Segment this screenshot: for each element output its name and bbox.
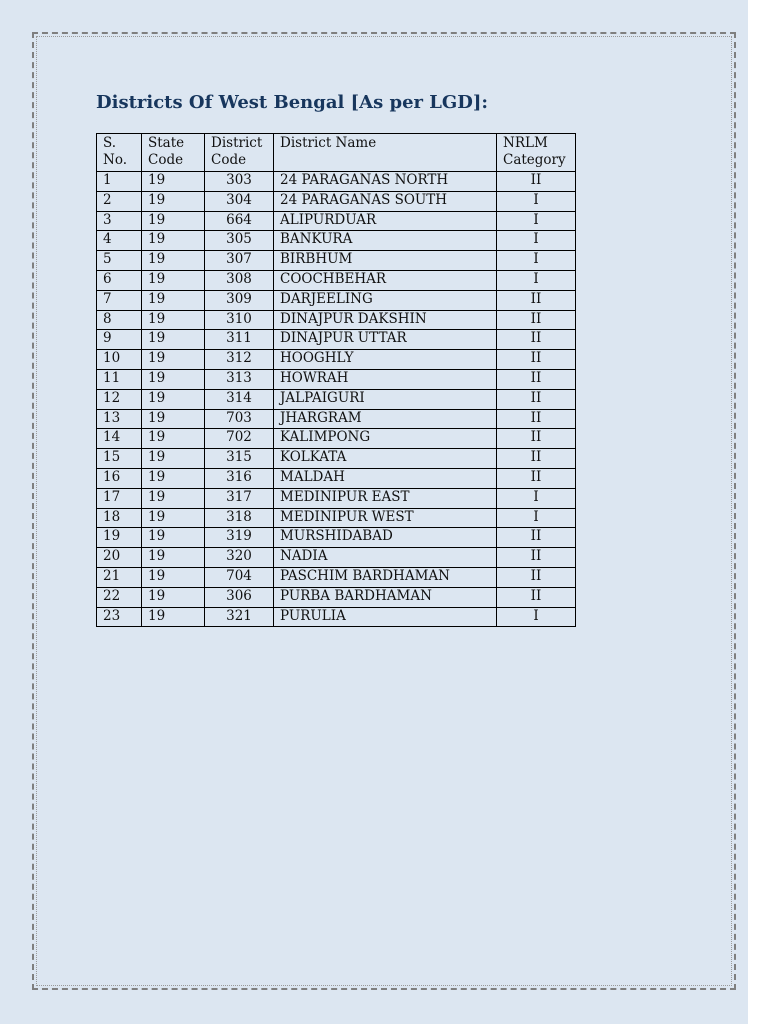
cell-nrlm-category: I	[497, 508, 576, 528]
header-district-code-line-2: Code	[211, 152, 247, 168]
cell-sno: 14	[97, 429, 142, 449]
cell-nrlm-category: I	[497, 231, 576, 251]
cell-district-name: DINAJPUR DAKSHIN	[274, 310, 497, 330]
table-row	[97, 310, 576, 330]
cell-sno: 7	[97, 290, 142, 310]
header-nrlm-category	[497, 134, 576, 172]
header-sno	[97, 134, 142, 172]
cell-state-code: 19	[142, 350, 205, 370]
cell-state-code: 19	[142, 310, 205, 330]
table-row	[97, 251, 576, 271]
cell-district-name: PURULIA	[274, 607, 497, 627]
cell-district-code: 308	[205, 270, 274, 290]
cell-state-code: 19	[142, 231, 205, 251]
cell-district-code: 318	[205, 508, 274, 528]
header-nrlm-category-line-2: Category	[503, 152, 566, 168]
cell-nrlm-category: I	[497, 607, 576, 627]
cell-sno: 23	[97, 607, 142, 627]
cell-state-code: 19	[142, 270, 205, 290]
cell-district-name: MALDAH	[274, 468, 497, 488]
cell-nrlm-category: II	[497, 350, 576, 370]
cell-nrlm-category: II	[497, 449, 576, 469]
cell-nrlm-category: I	[497, 270, 576, 290]
cell-state-code: 19	[142, 468, 205, 488]
cell-nrlm-category: II	[497, 290, 576, 310]
cell-state-code: 19	[142, 251, 205, 271]
cell-district-code: 316	[205, 468, 274, 488]
cell-state-code: 19	[142, 389, 205, 409]
cell-district-name: HOWRAH	[274, 369, 497, 389]
cell-state-code: 19	[142, 548, 205, 568]
cell-state-code: 19	[142, 508, 205, 528]
cell-district-code: 321	[205, 607, 274, 627]
cell-sno: 2	[97, 191, 142, 211]
cell-nrlm-category: II	[497, 587, 576, 607]
cell-sno: 17	[97, 488, 142, 508]
cell-district-name: KOLKATA	[274, 449, 497, 469]
cell-state-code: 19	[142, 191, 205, 211]
table-row	[97, 587, 576, 607]
cell-district-code: 310	[205, 310, 274, 330]
cell-nrlm-category: I	[497, 211, 576, 231]
cell-district-code: 312	[205, 350, 274, 370]
cell-district-code: 311	[205, 330, 274, 350]
cell-sno: 15	[97, 449, 142, 469]
header-sno-line-2: No.	[103, 152, 127, 168]
cell-sno: 19	[97, 528, 142, 548]
cell-district-name: PURBA BARDHAMAN	[274, 587, 497, 607]
table-row	[97, 607, 576, 627]
cell-district-code: 313	[205, 369, 274, 389]
cell-district-code: 664	[205, 211, 274, 231]
cell-sno: 9	[97, 330, 142, 350]
table-row	[97, 172, 576, 192]
cell-district-code: 303	[205, 172, 274, 192]
cell-district-name: JHARGRAM	[274, 409, 497, 429]
cell-state-code: 19	[142, 528, 205, 548]
cell-nrlm-category: II	[497, 310, 576, 330]
cell-state-code: 19	[142, 369, 205, 389]
cell-district-code: 307	[205, 251, 274, 271]
cell-district-name: DARJEELING	[274, 290, 497, 310]
cell-sno: 3	[97, 211, 142, 231]
cell-state-code: 19	[142, 607, 205, 627]
table-row	[97, 409, 576, 429]
cell-sno: 13	[97, 409, 142, 429]
header-district-code	[205, 134, 274, 172]
cell-sno: 4	[97, 231, 142, 251]
cell-nrlm-category: II	[497, 369, 576, 389]
table-row	[97, 369, 576, 389]
cell-state-code: 19	[142, 290, 205, 310]
cell-sno: 21	[97, 567, 142, 587]
table-row	[97, 231, 576, 251]
cell-district-code: 704	[205, 567, 274, 587]
cell-district-code: 305	[205, 231, 274, 251]
cell-sno: 18	[97, 508, 142, 528]
cell-district-code: 320	[205, 548, 274, 568]
cell-nrlm-category: II	[497, 330, 576, 350]
cell-nrlm-category: II	[497, 567, 576, 587]
cell-nrlm-category: I	[497, 191, 576, 211]
table-body	[97, 172, 576, 627]
cell-district-name: BANKURA	[274, 231, 497, 251]
table-row	[97, 429, 576, 449]
cell-sno: 5	[97, 251, 142, 271]
cell-district-code: 702	[205, 429, 274, 449]
table-row	[97, 468, 576, 488]
header-district-name-line-1: District Name	[280, 135, 377, 151]
cell-district-code: 306	[205, 587, 274, 607]
header-sno-line-1: S.	[103, 135, 117, 151]
cell-district-name: MEDINIPUR WEST	[274, 508, 497, 528]
cell-sno: 16	[97, 468, 142, 488]
cell-district-code: 315	[205, 449, 274, 469]
cell-nrlm-category: II	[497, 429, 576, 449]
cell-district-name: 24 PARAGANAS NORTH	[274, 172, 497, 192]
cell-nrlm-category: II	[497, 528, 576, 548]
cell-district-name: PASCHIM BARDHAMAN	[274, 567, 497, 587]
cell-sno: 10	[97, 350, 142, 370]
header-state-code-line-2: Code	[148, 152, 184, 168]
cell-nrlm-category: II	[497, 172, 576, 192]
table-row	[97, 548, 576, 568]
header-state-code-line-1: State	[148, 135, 185, 151]
table-row	[97, 488, 576, 508]
cell-district-name: HOOGHLY	[274, 350, 497, 370]
districts-table	[96, 133, 576, 627]
cell-sno: 22	[97, 587, 142, 607]
table-row	[97, 508, 576, 528]
cell-nrlm-category: II	[497, 548, 576, 568]
cell-state-code: 19	[142, 488, 205, 508]
cell-sno: 1	[97, 172, 142, 192]
cell-state-code: 19	[142, 330, 205, 350]
cell-state-code: 19	[142, 409, 205, 429]
cell-state-code: 19	[142, 211, 205, 231]
cell-district-name: BIRBHUM	[274, 251, 497, 271]
cell-sno: 12	[97, 389, 142, 409]
table-row	[97, 330, 576, 350]
cell-district-code: 317	[205, 488, 274, 508]
cell-district-code: 309	[205, 290, 274, 310]
cell-district-code: 319	[205, 528, 274, 548]
table-row	[97, 449, 576, 469]
cell-sno: 11	[97, 369, 142, 389]
cell-district-name: MEDINIPUR EAST	[274, 488, 497, 508]
table-row	[97, 350, 576, 370]
cell-district-code: 304	[205, 191, 274, 211]
cell-nrlm-category: II	[497, 409, 576, 429]
cell-district-code: 314	[205, 389, 274, 409]
cell-district-name: DINAJPUR UTTAR	[274, 330, 497, 350]
cell-state-code: 19	[142, 429, 205, 449]
cell-district-name: 24 PARAGANAS SOUTH	[274, 191, 497, 211]
cell-district-name: COOCHBEHAR	[274, 270, 497, 290]
cell-sno: 8	[97, 310, 142, 330]
cell-district-name: MURSHIDABAD	[274, 528, 497, 548]
cell-district-name: KALIMPONG	[274, 429, 497, 449]
table-row	[97, 567, 576, 587]
table-row	[97, 290, 576, 310]
page-title: Districts Of West Bengal [As per LGD]:	[96, 92, 489, 113]
header-state-code	[142, 134, 205, 172]
cell-nrlm-category: I	[497, 251, 576, 271]
header-district-code-line-1: District	[211, 135, 263, 151]
cell-sno: 20	[97, 548, 142, 568]
table-row	[97, 270, 576, 290]
header-nrlm-category-line-1: NRLM	[503, 135, 548, 151]
cell-state-code: 19	[142, 172, 205, 192]
cell-district-code: 703	[205, 409, 274, 429]
cell-nrlm-category: I	[497, 488, 576, 508]
cell-district-name: NADIA	[274, 548, 497, 568]
cell-state-code: 19	[142, 567, 205, 587]
cell-sno: 6	[97, 270, 142, 290]
cell-district-name: JALPAIGURI	[274, 389, 497, 409]
cell-nrlm-category: II	[497, 468, 576, 488]
table-row	[97, 528, 576, 548]
cell-state-code: 19	[142, 449, 205, 469]
table-header-row	[97, 134, 576, 172]
table-row	[97, 211, 576, 231]
table-row	[97, 389, 576, 409]
cell-state-code: 19	[142, 587, 205, 607]
cell-district-name: ALIPURDUAR	[274, 211, 497, 231]
header-district-name	[274, 134, 497, 172]
cell-nrlm-category: II	[497, 389, 576, 409]
table-row	[97, 191, 576, 211]
